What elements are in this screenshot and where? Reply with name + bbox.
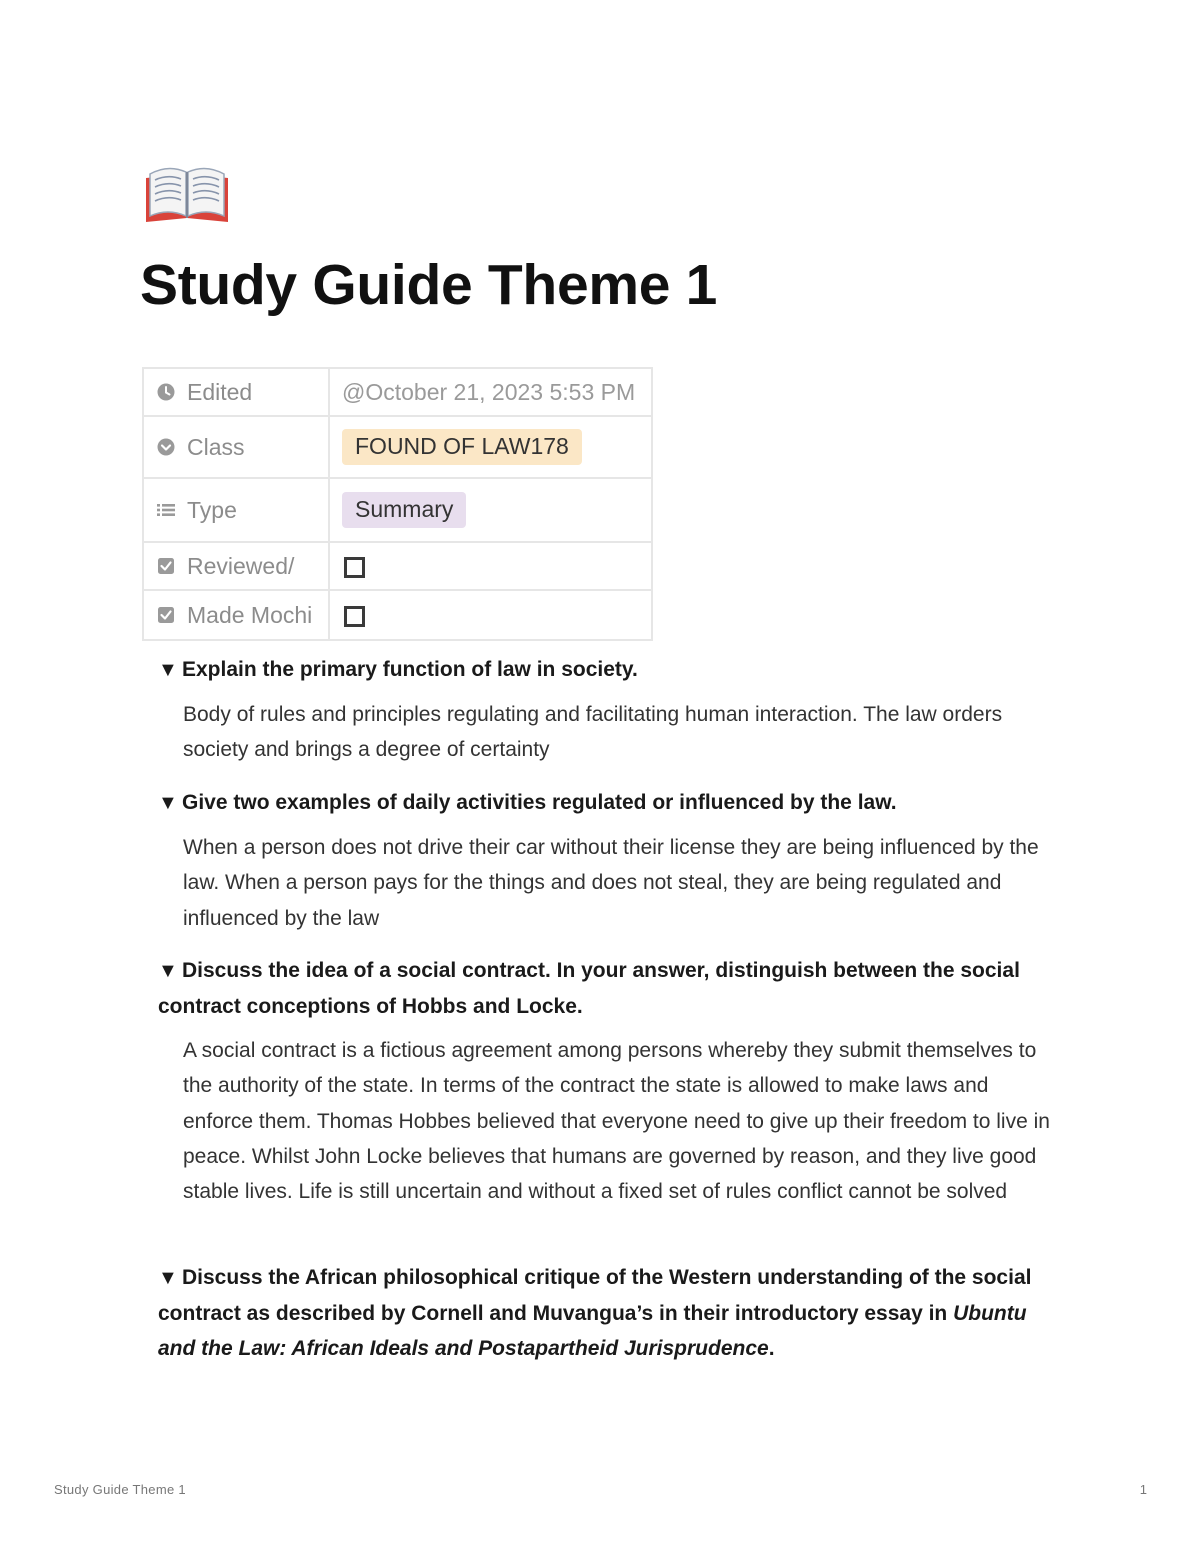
toggle-summary[interactable] (158, 785, 1068, 821)
edited-date-value: @October 21, 2023 5:53 PM (342, 378, 636, 405)
property-value-cell[interactable] (329, 478, 652, 542)
property-value-cell (329, 542, 652, 590)
property-name-cell (143, 478, 329, 542)
property-row-made-mochi (143, 590, 652, 640)
clock-icon (156, 382, 176, 402)
type-tag[interactable]: Summary (342, 492, 466, 528)
toggle-answer: Body of rules and principles regulating and facilitating human interaction. The law orders society and brings a degree of certainty (183, 703, 1003, 762)
open-book-icon (142, 160, 232, 230)
property-label[interactable]: Made Mochi (187, 601, 313, 628)
property-row-reviewed (143, 542, 652, 590)
property-name-cell (143, 368, 329, 416)
property-name-cell (143, 416, 329, 478)
toggle-block (158, 1260, 1068, 1366)
toggle-question: Discuss the African philosophical critique of the Western understanding of the social contract as described by Cornell and Muvangua’s in their introductory essay in (158, 1266, 1032, 1325)
property-label[interactable]: Class (187, 433, 245, 460)
property-row-class (143, 416, 652, 478)
property-value-cell[interactable] (329, 416, 652, 478)
toggle-summary[interactable] (158, 1260, 1068, 1366)
toggle-question: Discuss the idea of a social contract. In your answer, distinguish between the social contract conceptions of Hobbs and Locke. (158, 959, 1020, 1018)
footer-title: Study Guide Theme 1 (54, 1482, 186, 1497)
made-mochi-checkbox[interactable] (344, 606, 365, 627)
toggle-block (158, 953, 1068, 1209)
toggle-answer: A social contract is a fictious agreement among persons whereby they submit themselves to the authority of the state. In terms of the contract the state is allowed to make laws and enforce them. Thomas Hobbes believed that everyone need to give up their freedom to live in peace. Whilst John Locke believes that humans are governed by reason, and they live good stable lives. Life is still uncertain and without a fixed set of rules conflict cannot be solved (183, 1039, 1050, 1204)
property-label[interactable]: Type (187, 496, 237, 523)
toggle-question-end: . (768, 1337, 775, 1360)
list-icon (156, 500, 176, 520)
class-tag[interactable]: FOUND OF LAW178 (342, 429, 582, 465)
toggle-question: Explain the primary function of law in society. (182, 658, 638, 681)
triangle-down-icon[interactable]: ▼ (158, 960, 178, 982)
page-title: Study Guide Theme 1 (140, 253, 718, 317)
toggle-block (158, 652, 1068, 768)
property-label[interactable]: Reviewed/ (187, 552, 295, 579)
toggle-summary[interactable] (158, 652, 1068, 688)
property-name-cell (143, 542, 329, 590)
checkbox-icon (156, 605, 176, 625)
select-icon (156, 437, 176, 457)
properties-table (142, 367, 653, 641)
triangle-down-icon[interactable]: ▼ (158, 659, 178, 681)
property-row-type (143, 478, 652, 542)
triangle-down-icon[interactable]: ▼ (158, 792, 178, 814)
property-name-cell (143, 590, 329, 640)
reviewed-checkbox[interactable] (344, 557, 365, 578)
triangle-down-icon[interactable]: ▼ (158, 1267, 178, 1289)
book-title-italic: Ubuntu and the Law: African Ideals and Postapartheid Jurisprudence (158, 1302, 1027, 1360)
property-value-cell (329, 590, 652, 640)
property-row-edited (143, 368, 652, 416)
page-number: 1 (1139, 1482, 1147, 1497)
property-value-cell[interactable] (329, 368, 652, 416)
toggle-summary[interactable] (158, 953, 1068, 1024)
toggle-answer: When a person does not drive their car without their license they are being influenced by the law. When a person pays for the things and does not steal, they are being regulated and influenced by the law (183, 836, 1039, 930)
checkbox-icon (156, 556, 176, 576)
toggle-question: Give two examples of daily activities regulated or influenced by the law. (182, 791, 897, 814)
property-label[interactable]: Edited (187, 378, 253, 405)
toggle-block (158, 785, 1068, 936)
